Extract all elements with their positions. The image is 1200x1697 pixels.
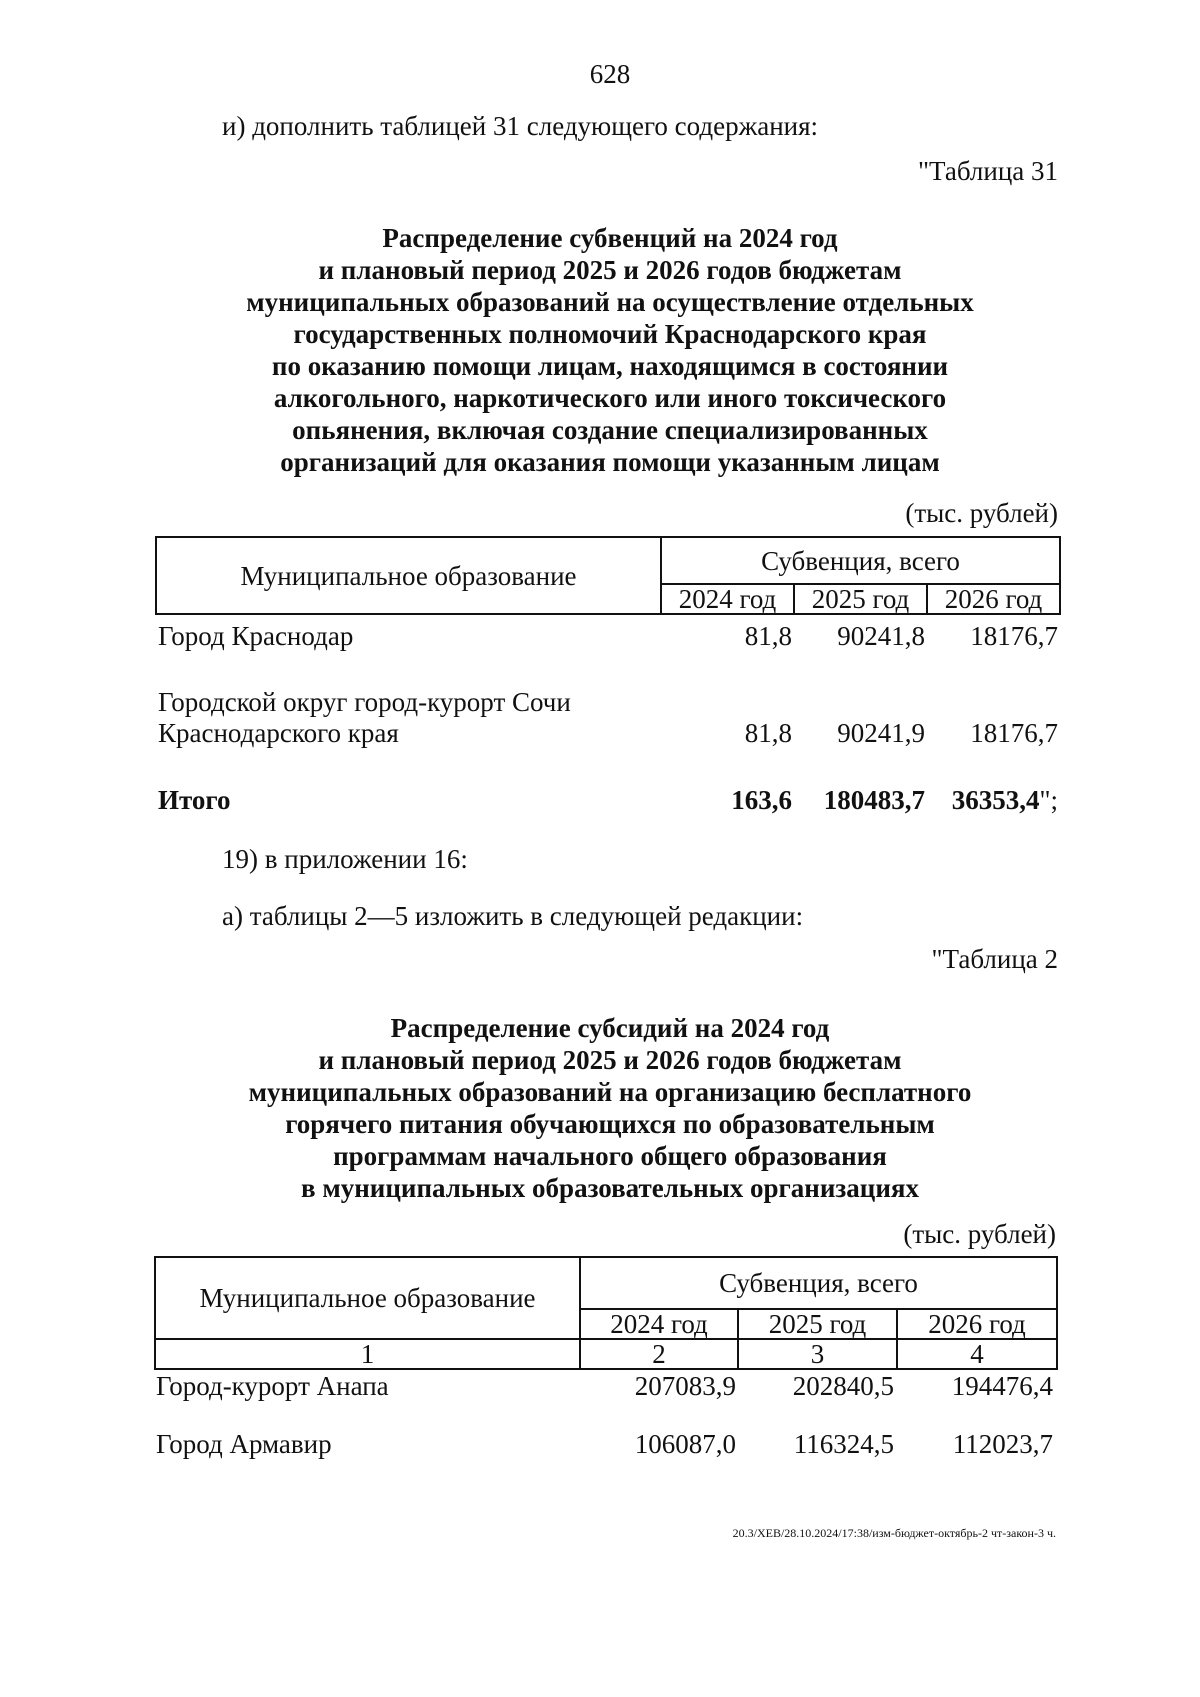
- title-line: в муниципальных образовательных организациях: [301, 1173, 919, 1203]
- table31-row-name: Краснодарского края: [158, 718, 399, 748]
- table31-total-cell-wrap: [926, 784, 1058, 817]
- table31-total-suffix: ";: [1039, 785, 1058, 815]
- title-line: программам начального общего образования: [333, 1141, 887, 1171]
- table2-cell: 202840,5: [792, 1371, 894, 1401]
- page-number: 628: [589, 59, 631, 89]
- table31-title: [180, 222, 1040, 478]
- table2-cell: 207083,9: [634, 1371, 736, 1401]
- title-line: организаций для оказания помощи указанным лицам: [280, 447, 940, 477]
- table2-cell: 116324,5: [793, 1429, 894, 1459]
- table31-units: (тыс. рублей): [905, 498, 1058, 528]
- header-col-number: 4: [897, 1339, 1057, 1369]
- table31-cell: 81,8: [744, 621, 792, 651]
- item-19: 19) в приложении 16:: [222, 844, 468, 874]
- footer-code: 20.3/ХЕВ/28.10.2024/17:38/изм-бюджет-октябрь-2 чт-закон-3 ч.: [732, 1526, 1056, 1540]
- table31-row-name: Город Краснодар: [158, 621, 354, 651]
- header-year-2024: 2024 год: [580, 1309, 738, 1339]
- table2-cell: 112023,7: [952, 1429, 1053, 1459]
- table31-cell: 18176,7: [970, 621, 1058, 651]
- title-line: государственных полномочий Краснодарского края: [293, 319, 927, 349]
- title-line: муниципальных образований на организацию бесплатного: [248, 1077, 972, 1107]
- table31-cell: 18176,7: [970, 718, 1058, 748]
- title-line: Распределение субсидий на 2024 год: [390, 1013, 830, 1043]
- table2-cell: 106087,0: [634, 1429, 736, 1459]
- header-year-2026: 2026 год: [927, 584, 1060, 614]
- header-col-number: 1: [155, 1339, 580, 1369]
- header-year-2025: 2025 год: [794, 584, 927, 614]
- title-line: и плановый период 2025 и 2026 годов бюджетам: [318, 255, 902, 285]
- table31-header: [155, 536, 1061, 615]
- table31-total-label: Итого: [158, 785, 231, 815]
- table31-total-cell: 180483,7: [823, 785, 925, 815]
- header-subvention-total: Субвенция, всего: [661, 537, 1060, 584]
- header-year-2026: 2026 год: [897, 1309, 1057, 1339]
- title-line: горячего питания обучающихся по образовательным: [285, 1109, 935, 1139]
- title-line: Распределение субвенций на 2024 год: [382, 223, 838, 253]
- table31-total-cell: 163,6: [731, 785, 792, 815]
- table31-cell: 90241,8: [837, 621, 925, 651]
- table2-units: (тыс. рублей): [903, 1219, 1056, 1249]
- table31-cell: 81,8: [744, 718, 792, 748]
- intro-line: и) дополнить таблицей 31 следующего содержания:: [222, 111, 819, 141]
- table2-title: [180, 1012, 1040, 1204]
- title-line: опьянения, включая создание специализированных: [292, 415, 928, 445]
- title-line: по оказанию помощи лицам, находящимся в состоянии: [271, 351, 949, 381]
- header-municipality: Муниципальное образование: [156, 537, 661, 614]
- table2-cell: 194476,4: [951, 1371, 1053, 1401]
- table2-label: "Таблица 2: [931, 944, 1058, 974]
- table31-total-cell: 36353,4: [951, 785, 1040, 815]
- header-col-number: 3: [738, 1339, 897, 1369]
- header-year-2024: 2024 год: [661, 584, 794, 614]
- title-line: алкогольного, наркотического или иного токсического: [273, 383, 947, 413]
- header-municipality: Муниципальное образование: [155, 1257, 580, 1339]
- header-col-number: 2: [580, 1339, 738, 1369]
- table2-header: [154, 1256, 1058, 1370]
- table2-row-name: Город-курорт Анапа: [156, 1371, 389, 1401]
- title-line: и плановый период 2025 и 2026 годов бюджетам: [318, 1045, 902, 1075]
- table31-cell: 90241,9: [837, 718, 925, 748]
- table31-label: "Таблица 31: [918, 156, 1058, 186]
- item-19a: а) таблицы 2—5 изложить в следующей редакции:: [222, 901, 804, 931]
- table31-row-name: Городской округ город-курорт Сочи: [158, 687, 571, 717]
- header-subvention-total: Субвенция, всего: [580, 1257, 1057, 1309]
- title-line: муниципальных образований на осуществление отдельных: [246, 287, 974, 317]
- table2-row-name: Город Армавир: [156, 1429, 332, 1459]
- header-year-2025: 2025 год: [738, 1309, 897, 1339]
